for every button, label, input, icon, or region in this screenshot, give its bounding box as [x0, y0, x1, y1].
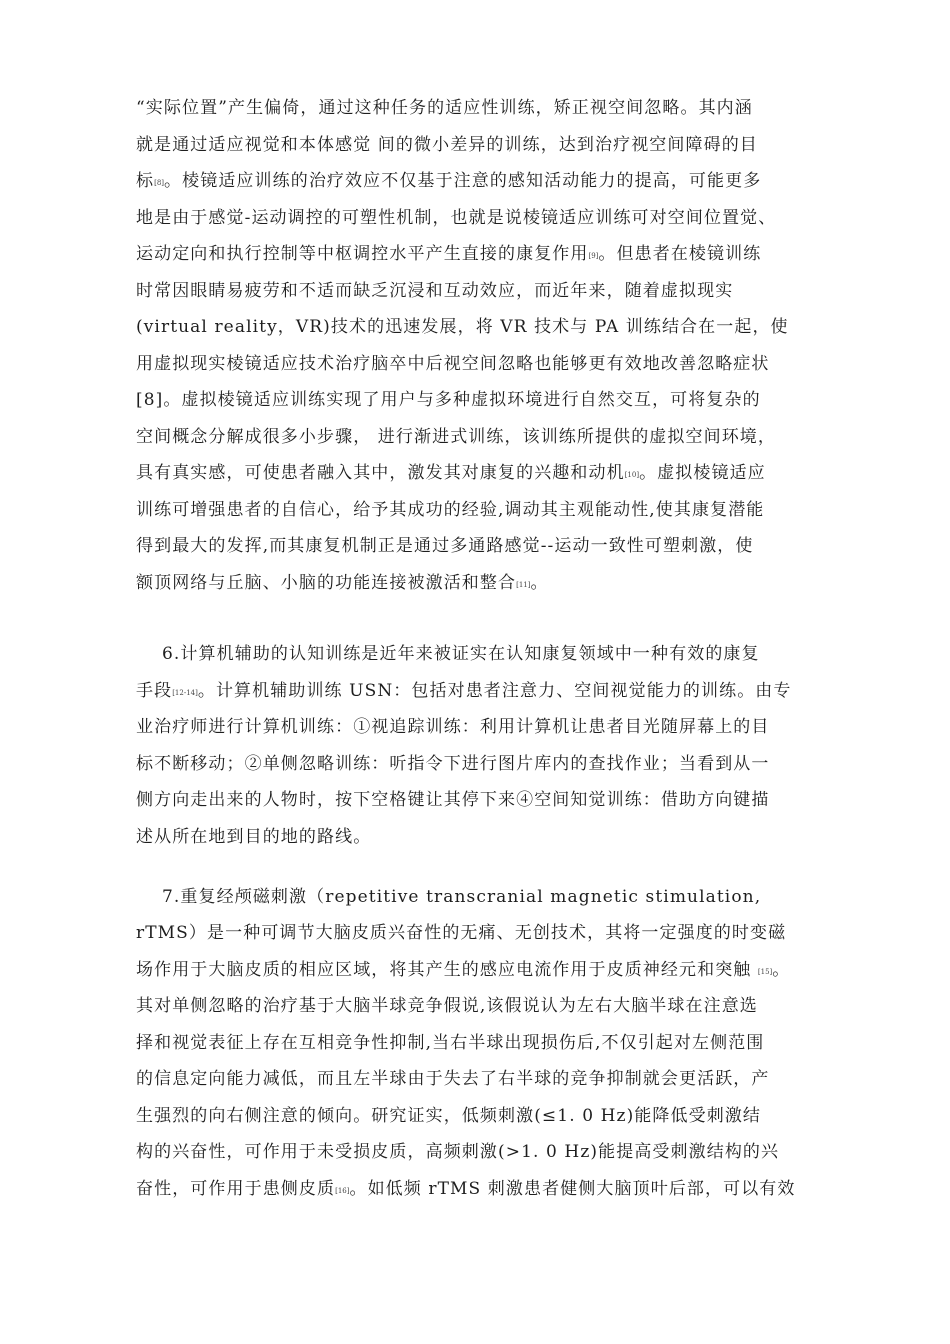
- text-line: 业治疗师进行计算机训练：①视追踪训练：利用计算机让患者目光随屏幕上的目: [136, 717, 770, 737]
- text-line: “实际位置”产生偏倚，通过这种任务的适应性训练，矫正视空间忽略。其内涵: [136, 98, 753, 118]
- text-line: 用虚拟现实棱镜适应技术治疗脑卒中后视空间忽略也能够更有效地改善忽略症状: [136, 354, 770, 374]
- text-line: (virtual reality，VR)技术的迅速发展，将 VR 技术与 PA 训练结合在一起，使: [136, 317, 789, 337]
- text-line: 运动定向和执行控制等中枢调控水平产生直接的康复作用[9]。但患者在棱镜训练: [136, 244, 762, 264]
- text-line: 构的兴奋性，可作用于未受损皮质，高频刺激(>1. 0 Hz)能提高受刺激结构的兴: [136, 1142, 780, 1162]
- text-line: 6.计算机辅助的认知训练是近年来被证实在认知康复领域中一种有效的康复: [136, 644, 760, 664]
- text-line: 空间概念分解成很多小步骤， 进行渐进式训练，该训练所提供的虚拟空间环境，: [136, 427, 777, 447]
- text-line: [8]。虚拟棱镜适应训练实现了用户与多种虚拟环境进行自然交互，可将复杂的: [136, 390, 761, 410]
- text-line: 具有真实感，可使患者融入其中，激发其对康复的兴趣和动机[10]。虚拟棱镜适应: [136, 463, 766, 483]
- text-line: 地是由于感觉-运动调控的可塑性机制，也就是说棱镜适应训练可对空间位置觉、: [136, 208, 777, 228]
- text-line: 手段[12-14]。计算机辅助训练 USN：包括对患者注意力、空间视觉能力的训练。由专: [136, 681, 792, 701]
- text-line: 侧方向走出来的人物时，按下空格键让其停下来④空间知觉训练：借助方向键描: [136, 790, 770, 810]
- text-line: 场作用于大脑皮质的相应区域，将其产生的感应电流作用于皮质神经元和突触 [15]。: [136, 960, 791, 980]
- text-line: 奋性，可作用于患侧皮质[16]。如低频 rTMS 刺激患者健侧大脑顶叶后部，可以有效: [136, 1179, 796, 1199]
- text-line: 的信息定向能力减低，而且左半球由于失去了右半球的竞争抑制就会更活跃，产: [136, 1069, 770, 1089]
- citation-ref: [9]: [588, 252, 599, 260]
- citation-ref: [11]: [516, 581, 531, 589]
- text-line: 择和视觉表征上存在互相竞争性抑制,当右半球出现损伤后,不仅引起对左侧范围: [136, 1033, 765, 1053]
- text-line: 时常因眼睛易疲劳和不适而缺乏沉浸和互动效应，而近年来，随着虚拟现实: [136, 281, 734, 301]
- text-line: 生强烈的向右侧注意的倾向。研究证实，低频刺激(≤1. 0 Hz)能降低受刺激结: [136, 1106, 762, 1126]
- citation-ref: [12-14]: [172, 689, 198, 697]
- text-line: 就是通过适应视觉和本体感觉 间的微小差异的训练，达到治疗视空间障碍的目: [136, 135, 758, 155]
- citation-ref: [15]: [757, 968, 773, 976]
- text-line: 额顶网络与丘脑、小脑的功能连接被激活和整合[11]。: [136, 573, 549, 593]
- text-line: 其对单侧忽略的治疗基于大脑半球竞争假说,该假说认为左右大脑半球在注意选: [136, 996, 758, 1016]
- text-line: 7.重复经颅磁刺激（repetitive transcranial magnetic stimulation,: [136, 887, 762, 907]
- citation-ref: [16]: [335, 1187, 350, 1195]
- text-line: 得到最大的发挥,而其康复机制正是通过多通路感觉--运动一致性可塑刺激，使: [136, 536, 754, 556]
- citation-ref: [10]: [624, 471, 640, 479]
- citation-ref: [8]: [154, 179, 165, 187]
- text-line: 标不断移动；②单侧忽略训练：听指令下进行图片库内的查找作业；当看到从一: [136, 754, 770, 774]
- text-line: 述从所在地到目的地的路线。: [136, 827, 372, 847]
- text-line: 标[8]。棱镜适应训练的治疗效应不仅基于注意的感知活动能力的提高，可能更多: [136, 171, 762, 191]
- text-line: 训练可增强患者的自信心，给予其成功的经验,调动其主观能动性,使其康复潜能: [136, 500, 765, 520]
- text-line: rTMS）是一种可调节大脑皮质兴奋性的无痛、无创技术，其将一定强度的时变磁: [136, 923, 787, 943]
